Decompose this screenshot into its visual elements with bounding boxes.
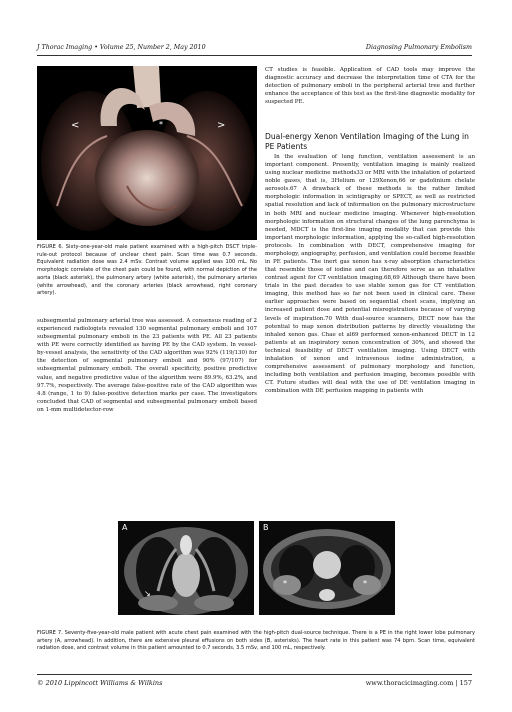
panel-b-label: B — [263, 523, 269, 532]
right-column-body — [265, 153, 475, 395]
body-paragraph: In the evaluation of lung function, ventilation assessment is an important component. Presently, ventilation imaging is mainly realized using nuclear medicine methods33 or MRI with the inhalation of polarized noble gases, that is, 3Helium or 129Xenon,66 or gadolinium chelate aerosols.67 A drawback of these methods is the rather limited morphologic information in scintigraphy or SPECT, as well as restricted spatial resolution and lack of information on the pulmonary microstructure in both MRI and nuclear medicine imaging. Whenever high-resolution morphologic information on structural changes of the lung parenchyma is needed, MDCT is the first-line imaging modality that can provide this important morphologic information, applying the so-called high-resolution protocols. In combination with DECT, comprehensive imaging for morphology, angiography, perfusion, and ventilation could become feasible in PE patients. The inert gas xenon has x-ray absorption characteristics that resemble those of iodine and can therefore serve as an inhalative contrast agent for CT ventilation imaging.68,69 Although there have been trials in the past decades to use stable xenon gas for CT ventilation imaging, this method has so far not been used in clinical care. These earlier approaches were based on sequential chest scans, implying an increased patient dose and potential misregistrations because of varying levels of inspiration.70 With dual-source scanners, DECT now has the potential to map xenon distribution patterns by directly visualizing the inhaled xenon gas. Chae et al69 performed xenon-enhanced DECT in 12 patients at an inspiratory xenon concentration of 30%, and showed the technical feasibility of DECT ventilation imaging. Using DECT with inhalation of xenon and intravenous iodine administration, a comprehensive assessment of pulmonary morphology and function, including both ventilation and perfusion imaging, becomes possible with CT. Future studies will deal with the use of DE ventilation imaging in combination with DE perfusion mapping in patients with — [265, 154, 475, 395]
white-arrowhead-left: < — [71, 120, 80, 131]
footer-rule — [37, 674, 472, 675]
ct-axial-image — [259, 521, 395, 615]
left-paragraph: subsegmental pulmonary arterial tree was assessed. A consensus reading of 2 experienced radiologists revealed 130 segmental pulmonary emboli and 107 subsegmental pulmonary emboli in the 23 patients with PE. All 23 patients with PE were correctly identified as having PE by the CAD system. In vessel-by-vessel analysis, the sensitivity of the CAD algorithm was 92% (119/130) for the detection of segmental pulmonary emboli and 90% (97/107) for subsegmental pulmonary emboli. The overall specificity, positive predictive value, and negative predictive value of the algorithm were 89.9%, 63.2%, and 97.7%, respectively. The average false-positive rate of the CAD algorithm was 4.8 (range, 1 to 9) false-positive detection marks per case. The investigators concluded that CAD of segmental and subsegmental pulmonary emboli based on 1-mm multidetector-row — [37, 318, 257, 413]
panel-a-label: A — [122, 523, 128, 532]
asterisk-left-effusion: * — [283, 579, 287, 588]
white-asterisk: * — [159, 120, 163, 129]
cardiac-3d-rendering — [37, 66, 257, 240]
journal-header: J Thorac Imaging • Volume 25, Number 2, May 2010 — [37, 44, 206, 51]
section-heading: Dual-energy Xenon Ventilation Imaging of the Lung in PE Patients — [265, 132, 469, 151]
copyright: © 2010 Lippincott Williams & Wilkins — [37, 679, 163, 687]
figure-6-image — [37, 66, 257, 240]
right-column-intro — [265, 66, 475, 106]
figure-7-panel-b — [259, 521, 395, 615]
figure-7-caption: FIGURE 7. Seventy-five-year-old male patient with acute chest pain examined with the high-pitch dual-source technique. There is a PE in the right lower lobe pulmonary artery (A, arrowhead). In addition, there are extensive pleural effusions on both sides (B, asterisks). The heart rate in this patient was 74 bpm. Scan time, equivalent radiation dose, and contrast volume in this patient amounted to 0.7 seconds, 3.5 mSv, and 100 mL, respectively. — [37, 630, 475, 652]
website-page-number: www.thoracicimaging.com | 157 — [365, 679, 472, 687]
figure-6-caption: FIGURE 6. Sixty-one-year-old male patient examined with a high-pitch DSCT triple-rule-out protocol because of unclear chest pain. Scan time was 0.7 seconds. Equivalent radiation dose was 2.4 mSv. Contrast volume applied was 100 mL. No morphologic correlate of the chest pain could be found, with normal depiction of the aorta (black asterisk), the pulmonary artery (white asterisk), the pulmonary arteries (white arrowhead), and the coronary arteries (black arrowhead, right coronary artery). — [37, 244, 257, 297]
white-arrowhead-right: > — [217, 120, 226, 131]
running-title: Diagnosing Pulmonary Embolism — [365, 44, 472, 51]
header-rule — [37, 55, 472, 56]
arrowhead-pe: ↘ — [144, 589, 151, 598]
ct-coronal-image — [118, 521, 254, 615]
figure-7-panel-a — [118, 521, 254, 615]
asterisk-right-effusion: * — [363, 579, 367, 588]
intro-paragraph: CT studies is feasible. Application of CAD tools may improve the diagnostic accuracy and decrease the interpretation time of CTA for the detection of pulmonary emboli in the peripheral arterial tree and further enhance the acceptance of this test as the first-line diagnostic modality for suspected PE. — [265, 67, 475, 106]
left-column-text — [37, 317, 257, 414]
black-asterisk: * — [139, 126, 143, 135]
